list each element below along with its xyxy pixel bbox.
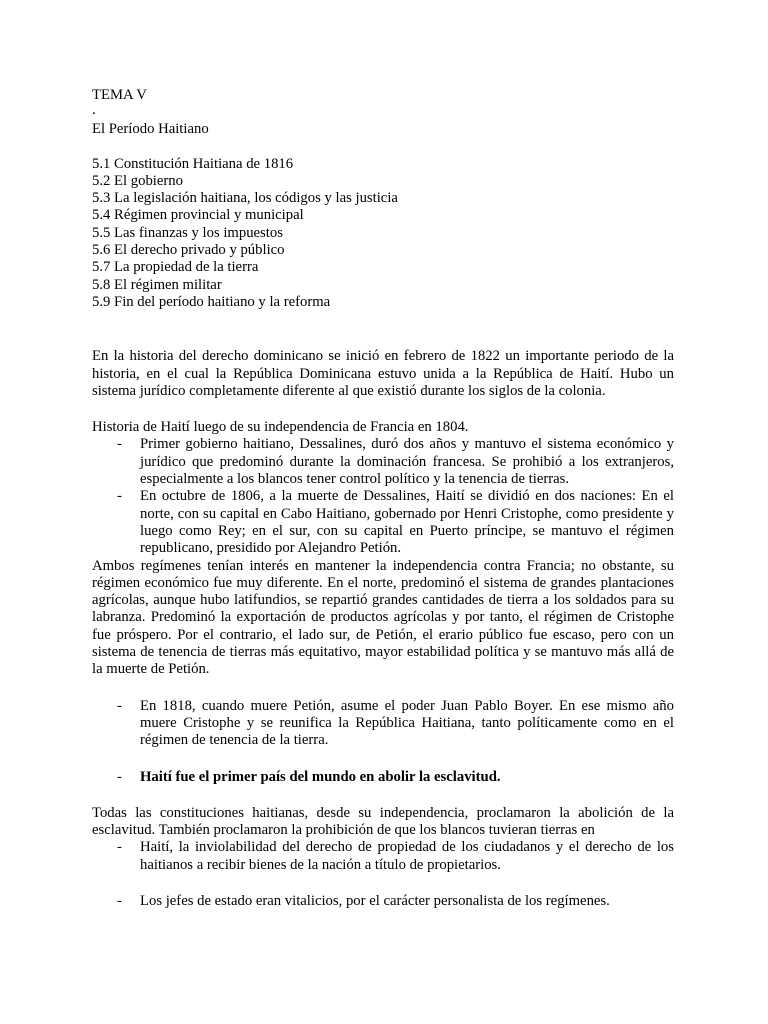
list-item-text: Los jefes de estado eran vitalicios, por el carácter personalista de los regímenes.: [140, 892, 610, 909]
list-item-text: Haití, la inviolabilidad del derecho de propiedad de los ciudadanos y el derecho de los haitianos a recibir bienes de la nación a título de propietarios.: [140, 839, 674, 873]
period-title: El Período Haitiano: [92, 121, 209, 138]
intro-paragraph: En la historia del derecho dominicano se inició en febrero de 1822 un importante periodo de la historia, en el cual la República Dominicana estuvo unida a la República de Haití. Hubo un sistema jurídico completamente diferente al que existió durante los siglos de la colonia.: [92, 348, 674, 399]
heads-bullet-list: [92, 893, 674, 910]
slavery-bullet-list: [92, 769, 674, 786]
toc-item: 5.5 Las finanzas y los impuestos: [92, 224, 283, 241]
toc-item: 5.9 Fin del período haitiano y la reforma: [92, 293, 331, 310]
document-body: [92, 87, 674, 910]
constitutions-paragraph: Todas las constituciones haitianas, desde su independencia, proclamaron la abolición de la esclavitud. También proclamaron la prohibición de que los blancos tuvieran tierras en: [92, 804, 674, 839]
dash-marker: -: [117, 697, 122, 714]
list-item-text: En 1818, cuando muere Petión, asume el poder Juan Pablo Boyer. En ese mismo año muere Cristophe y se reunifica la República Haitiana, tanto políticamente como en el régimen de tenencia de la tierra.: [140, 697, 674, 749]
list-item: [92, 488, 674, 557]
list-item-text: Primer gobierno haitiano, Dessalines, duró dos años y mantuvo el sistema económico y jurídico que predominó durante la dominación francesa. Se prohibió a los extranjeros, especialmente a los blancos tener control político y la tenencia de tierras.: [140, 436, 674, 488]
toc-item: 5.8 El régimen militar: [92, 276, 222, 293]
dash-marker: -: [117, 488, 122, 505]
dash-marker: -: [117, 892, 122, 909]
list-item: [92, 839, 674, 874]
list-item-text: En octubre de 1806, a la muerte de Dessalines, Haití se dividió en dos naciones: En el norte, con su capital en Cabo Haitiano, gobernado por Henri Cristophe, como presidente y luego como Rey; en el sur, con su capital en Puerto príncipe, se mantuvo el régimen republicano, presidido por Alejandro Petión.: [140, 488, 674, 557]
toc-item: 5.3 La legislación haitiana, los códigos y las justicia: [92, 190, 398, 207]
toc-item: 5.6 El derecho privado y público: [92, 242, 285, 259]
dash-marker: -: [117, 839, 122, 856]
list-item: [92, 893, 674, 910]
list-item: [92, 769, 674, 786]
rights-bullet-list: [92, 839, 674, 874]
dash-marker: -: [117, 436, 122, 453]
theme-heading: TEMA V: [92, 87, 147, 103]
list-item: [92, 698, 674, 750]
toc-item: 5.1 Constitución Haitiana de 1816: [92, 155, 294, 172]
table-of-contents: [92, 156, 674, 312]
boyer-bullet-list: [92, 698, 674, 750]
history-heading: Historia de Haití luego de su independencia de Francia en 1804.: [92, 419, 469, 436]
history-bullet-list: [92, 436, 674, 557]
toc-item: 5.2 El gobierno: [92, 172, 183, 189]
toc-item: 5.4 Régimen provincial y municipal: [92, 207, 304, 224]
stray-dot: .: [92, 102, 96, 119]
regimes-paragraph: Ambos regímenes tenían interés en mantener la independencia contra Francia; no obstante, su régimen económico fue muy diferente. En el norte, predominó el sistema de grandes plantaciones agrícolas, aunque hubo latifundios, se repartió grandes cantidades de tierra a los soldados para su labranza. Predominó la exportación de productos agrícolas y por tanto, el régimen de Cristophe fue próspero. Por el contrario, el lado sur, de Petión, el erario público fue escaso, pero con un sistema de tenencia de tierras más equitativo, mayor estabilidad política y se mantuvo más allá de la muerte de Petión.: [92, 557, 674, 678]
dash-marker: -: [117, 768, 122, 785]
toc-item: 5.7 La propiedad de la tierra: [92, 259, 259, 276]
slavery-statement: Haití fue el primer país del mundo en abolir la esclavitud.: [140, 768, 501, 785]
list-item: [92, 436, 674, 488]
